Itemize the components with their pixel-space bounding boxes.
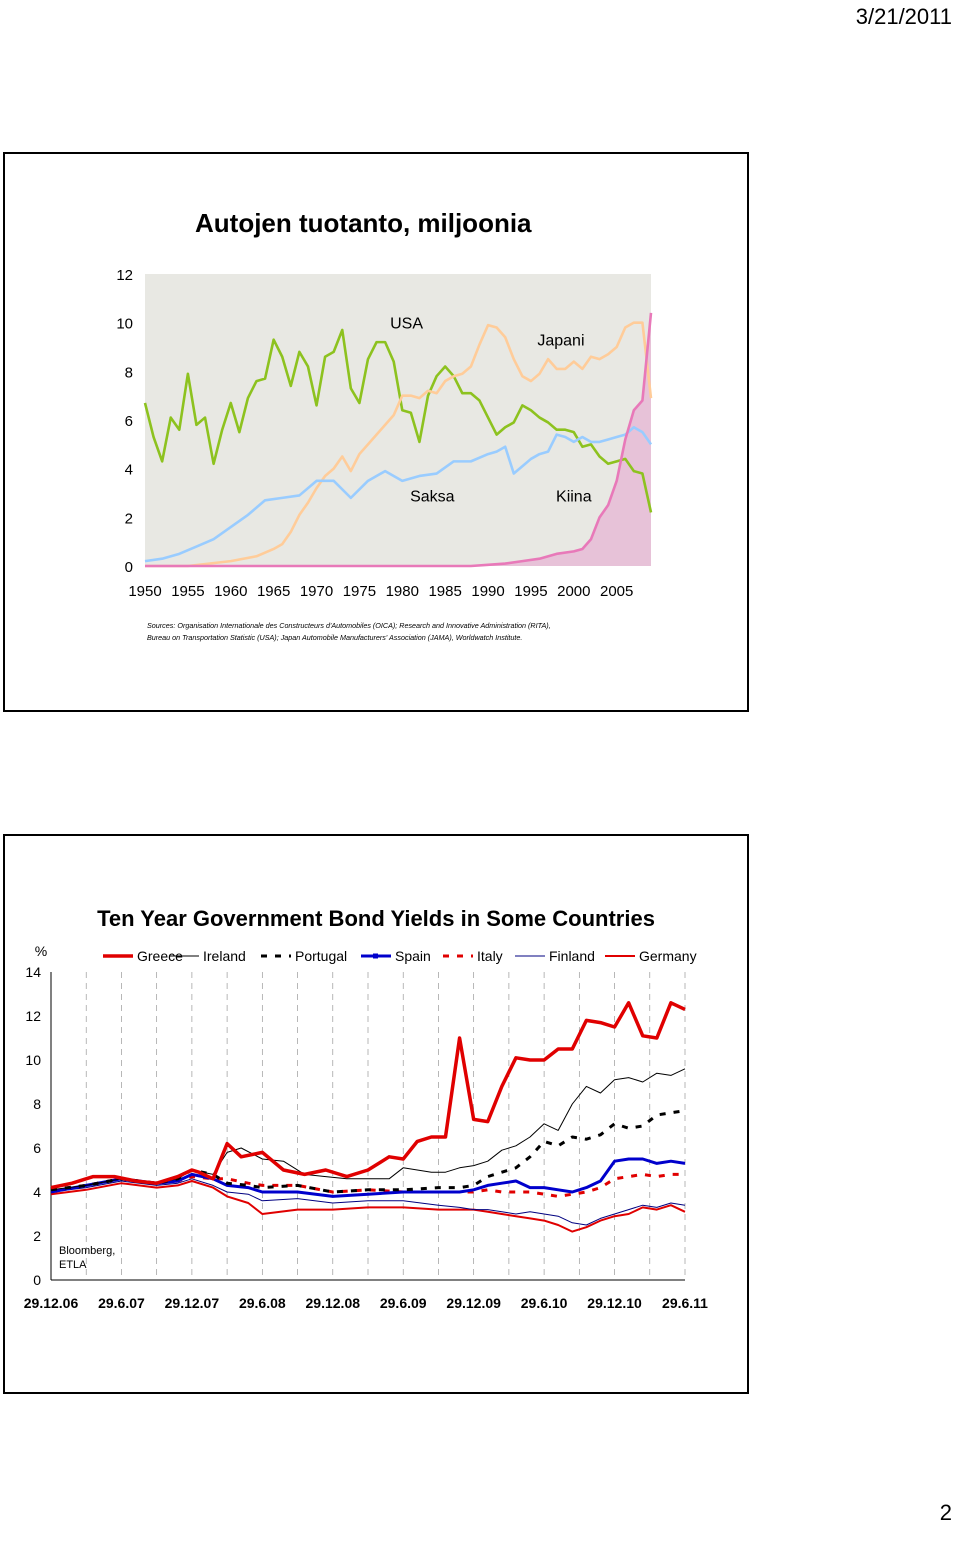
y-tick-label: 4 — [124, 461, 133, 479]
y-tick-label: 0 — [33, 1272, 41, 1288]
source-note-line-1: Bloomberg, — [59, 1245, 116, 1257]
x-tick-label: 29.12.07 — [164, 1295, 220, 1311]
y-tick-label: 14 — [25, 964, 41, 980]
slide-title: Autojen tuotanto, miljoonia — [195, 208, 532, 238]
x-tick-label: 29.6.07 — [98, 1295, 145, 1311]
x-tick-label: 1965 — [256, 583, 291, 600]
y-tick-label: 0 — [124, 559, 133, 576]
x-tick-label: 1980 — [385, 583, 419, 600]
y-tick-label: 6 — [33, 1140, 41, 1156]
legend-label-finland: Finland — [549, 948, 595, 964]
bond-yields-chart — [5, 836, 747, 1392]
y-tick-label: 2 — [124, 510, 133, 528]
x-tick-label: 29.6.10 — [520, 1295, 568, 1311]
legend-marker — [373, 954, 378, 959]
source-note-line-2: ETLA — [59, 1259, 87, 1271]
x-tick-label: 1955 — [171, 583, 205, 600]
series-annotation: Kiina — [556, 488, 592, 506]
series-annotation: Japani — [537, 332, 585, 350]
series-annotation: Saksa — [410, 488, 455, 506]
x-tick-label: 1995 — [514, 583, 548, 600]
x-tick-label: 1950 — [128, 583, 162, 600]
x-tick-label: 2005 — [600, 583, 634, 600]
sources-note — [147, 620, 677, 644]
x-tick-label: 1975 — [342, 583, 377, 600]
y-tick-label: 10 — [25, 1052, 41, 1068]
slide-car-production — [3, 152, 749, 712]
x-tick-label: 2000 — [557, 583, 591, 600]
y-tick-label: 10 — [116, 315, 133, 333]
y-tick-label: 8 — [124, 364, 133, 382]
x-tick-label: 29.6.11 — [662, 1295, 708, 1311]
x-tick-label: 1985 — [428, 583, 462, 600]
slide-bond-yields — [3, 834, 749, 1394]
x-tick-label: 1970 — [299, 583, 334, 600]
series-annotation: USA — [390, 315, 424, 333]
legend-label-greece: Greece — [137, 948, 183, 964]
y-tick-label: 4 — [33, 1184, 41, 1200]
sources-line-1: Sources: Organisation Internationale des Constructeurs d'Automobiles (OICA); Research and Innovative Administration (RITA), — [147, 621, 551, 630]
legend-label-spain: Spain — [395, 948, 431, 964]
legend-label-italy: Italy — [477, 948, 503, 964]
y-tick-label: 8 — [33, 1096, 41, 1112]
car-production-chart — [5, 154, 747, 614]
x-tick-label: 29.6.09 — [379, 1295, 427, 1311]
x-tick-label: 1990 — [471, 583, 505, 600]
legend-label-portugal: Portugal — [295, 948, 348, 964]
y-tick-label: 12 — [116, 267, 133, 284]
x-tick-label: 29.12.09 — [446, 1295, 501, 1311]
x-tick-label: 29.12.06 — [23, 1295, 79, 1311]
y-tick-label: 2 — [33, 1228, 41, 1244]
legend-label-germany: Germany — [639, 948, 697, 964]
page-number: 2 — [939, 1500, 952, 1525]
x-tick-label: 29.12.10 — [587, 1295, 642, 1311]
x-tick-label: 29.6.08 — [238, 1295, 286, 1311]
page-date: 3/21/2011 — [855, 4, 952, 29]
y-tick-label: 6 — [124, 413, 133, 430]
sources-line-2: Bureau on Transportation Statistic (USA); Japan Automobile Manufacturers' Association (JAMA), Worldwatch Institute. — [147, 633, 523, 642]
y-axis-unit: % — [34, 943, 48, 959]
legend-label-ireland: Ireland — [203, 948, 246, 964]
y-tick-label: 12 — [25, 1008, 41, 1024]
x-tick-label: 1960 — [214, 583, 248, 600]
x-tick-label: 29.12.08 — [305, 1295, 361, 1311]
slide-title-bonds: Ten Year Government Bond Yields in Some Countries — [97, 906, 655, 931]
